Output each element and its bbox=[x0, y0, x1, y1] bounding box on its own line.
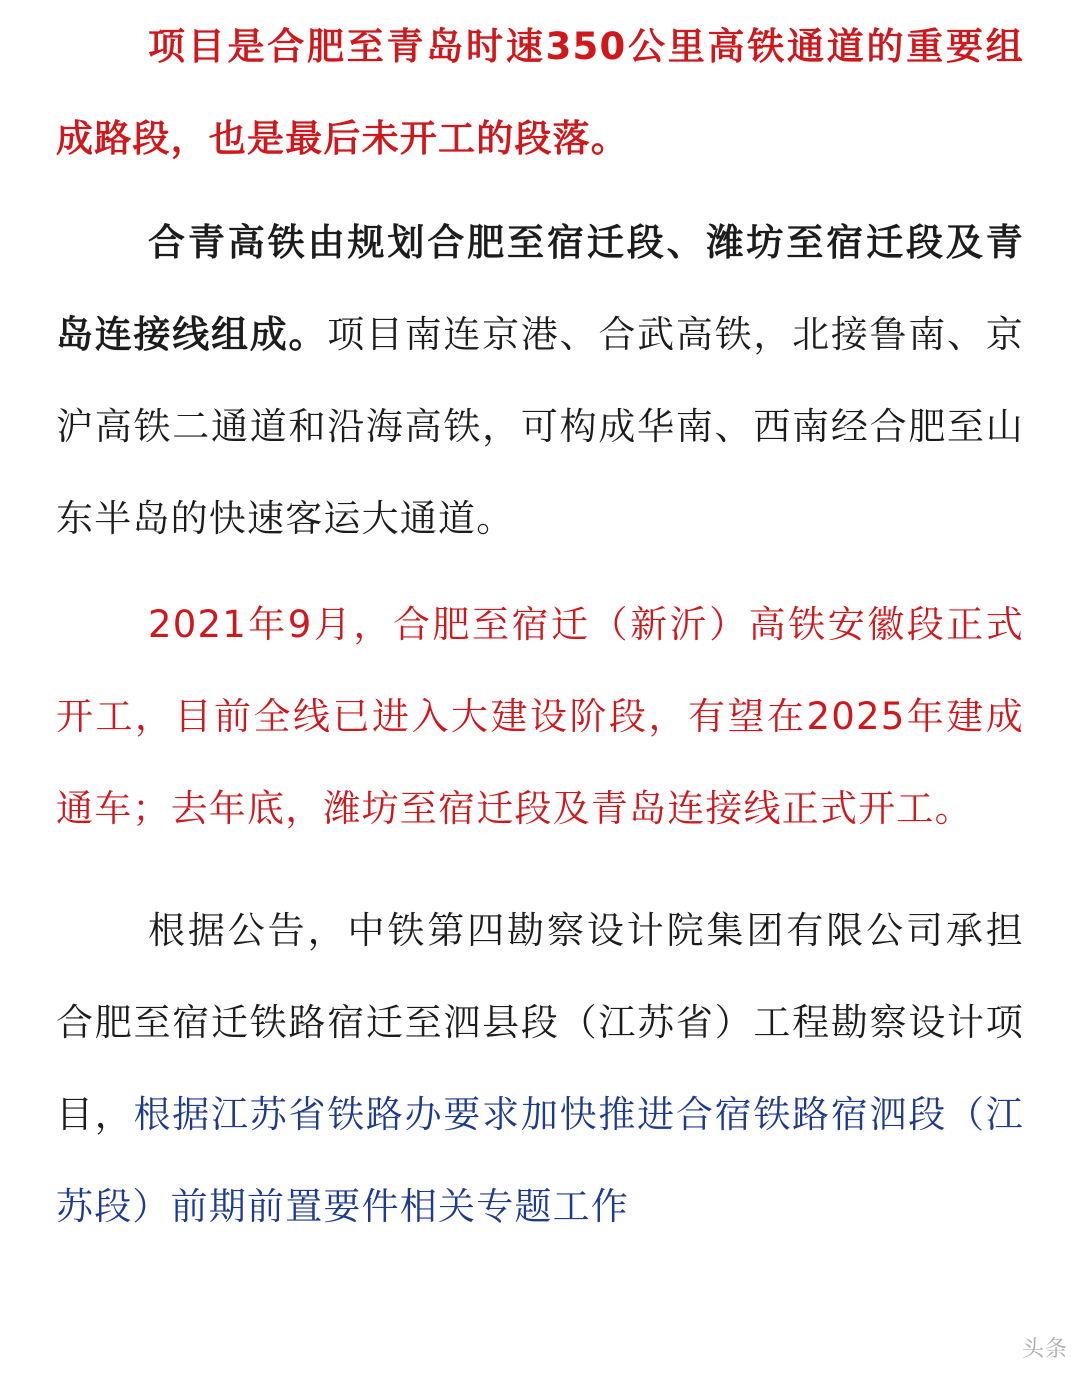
paragraph-project-intro bbox=[56, 1, 1024, 185]
highlight-blue: 根据江苏省铁路办要求加快推进合宿铁路宿泗段（江苏段）前期前置要件相关专题工作 bbox=[56, 1093, 1024, 1228]
paragraph-announcement bbox=[56, 885, 1024, 1253]
article-body bbox=[56, 0, 1024, 1253]
highlight-bold: 合青高铁由规划合肥至宿迁段、潍坊至宿迁段及青岛连接线组成。 bbox=[56, 221, 1024, 356]
watermark-logo: 头条 bbox=[1021, 1337, 1068, 1362]
highlight-red-bold: 项目是合肥至青岛时速350公里高铁通道的重要组成路段，也是最后未开工的段落。 bbox=[56, 25, 1024, 160]
highlight-red: 2021年9月，合肥至宿迁（新沂）高铁安徽段正式开工，目前全线已进入大建设阶段，有望在2025年建成通车；去年底，潍坊至宿迁段及青岛连接线正式开工。 bbox=[56, 603, 1024, 830]
body-text: 项目南连京港、合武高铁，北接鲁南、京沪高铁二通道和沿海高铁，可构成华南、西南经合肥至山东半岛的快速客运大通道。 bbox=[56, 313, 1024, 540]
paragraph-route-composition bbox=[56, 197, 1024, 565]
body-text: 根据公告，中铁第四勘察设计院集团有限公司承担合肥至宿迁铁路宿迁至泗县段（江苏省）工程勘察设计项目， bbox=[56, 909, 1024, 1136]
paragraph-construction-progress bbox=[56, 579, 1024, 855]
